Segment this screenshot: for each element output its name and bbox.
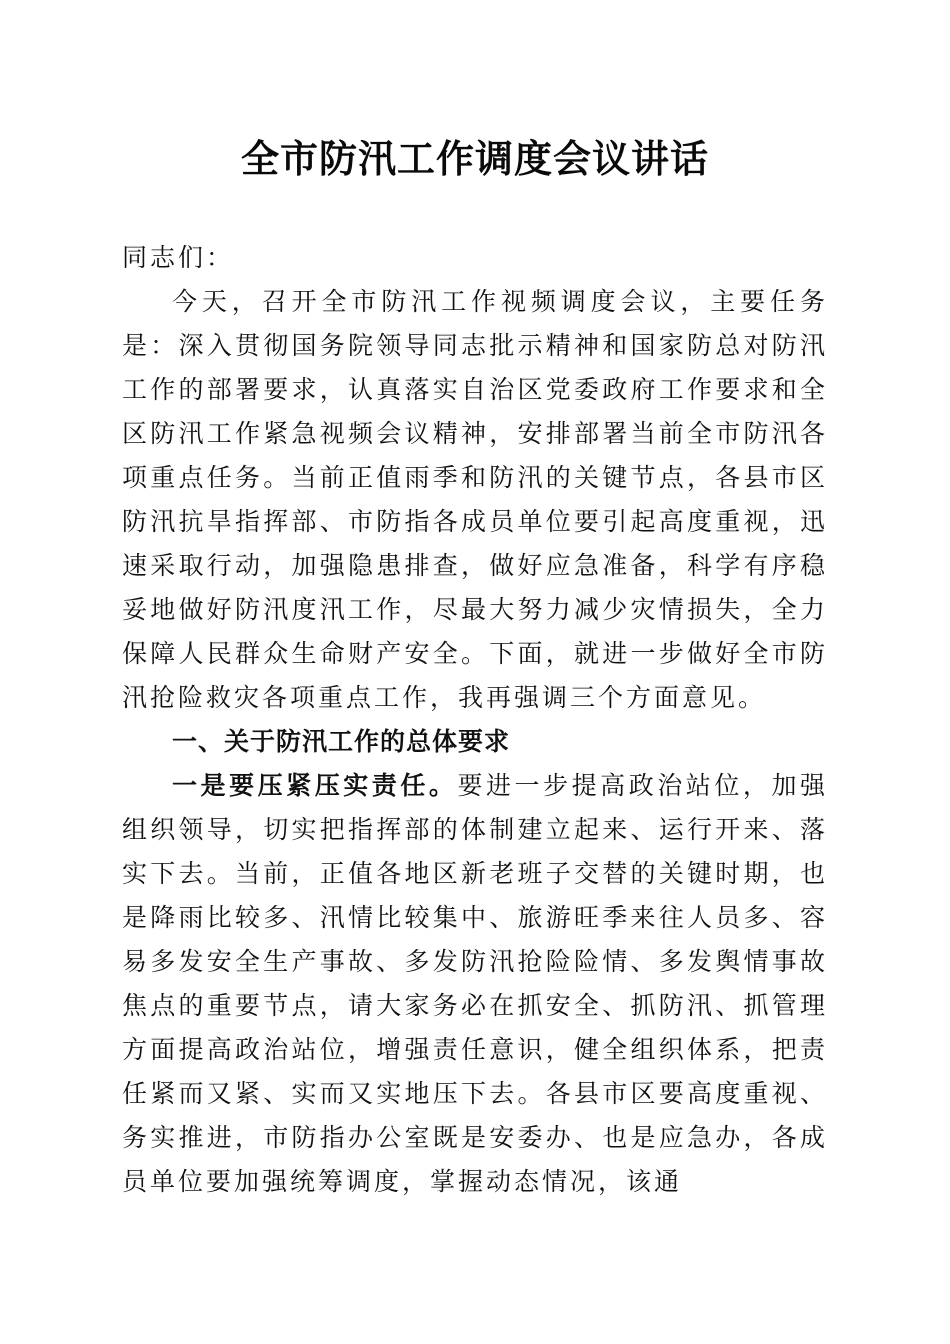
document-body (122, 236, 828, 1204)
point-body: 要进一步提高政治站位，加强组织领导，切实把指挥部的体制建立起来、运行开来、落实下去。当前，正值各地区新老班子交替的关键时期，也是降雨比较多、汛情比较集中、旅游旺季来往人员多、容易多发安全生产事故、多发防汛抢险险情、多发舆情事故焦点的重要节点，请大家务必在抓安全、抓防汛、抓管理方面提高政治站位，增强责任意识，健全组织体系，把责任紧而又紧、实而又实地压下去。各县市区要高度重视、务实推进，市防指办公室既是安委办、也是应急办，各成员单位要加强统筹调度，掌握动态情况，该通 (122, 771, 828, 1196)
document-title: 全市防汛工作调度会议讲话 (240, 136, 709, 181)
point-paragraph (122, 764, 828, 1204)
point-lead: 一是要压紧压实责任。 (172, 771, 458, 800)
salutation: 同志们： (122, 243, 235, 272)
intro-paragraph: 今天，召开全市防汛工作视频调度会议，主要任务是：深入贯彻国务院领导同志批示精神和国家防总对防汛工作的部署要求，认真落实自治区党委政府工作要求和全区防汛工作紧急视频会议精神，安排部署当前全市防汛各项重点任务。当前正值雨季和防汛的关键节点，各县市区防汛抗旱指挥部、市防指各成员单位要引起高度重视，迅速采取行动，加强隐患排查，做好应急准备，科学有序稳妥地做好防汛度汛工作，尽最大努力减少灾情损失，全力保障人民群众生命财产安全。下面，就进一步做好全市防汛抢险救灾各项重点工作，我再强调三个方面意见。 (122, 287, 828, 712)
section-heading: 一、关于防汛工作的总体要求 (172, 727, 511, 756)
